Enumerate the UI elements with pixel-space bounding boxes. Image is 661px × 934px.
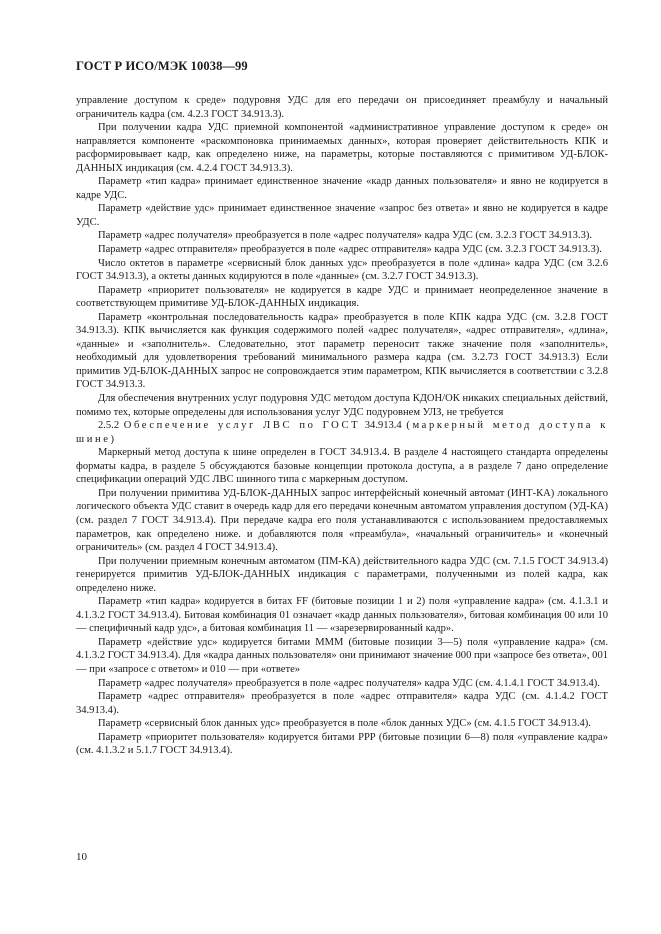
section-gost-ref: 34.913.4 — [364, 420, 402, 432]
paragraph: При получении примитива УД-БЛОК-ДАННЫХ запрос интерфейсный конечный автомат (ИНТ-КА) локального логического объекта УДС ставит в очередь кадр для его передачи конечным автоматом управления доступом (УД-КА) (см. раздел 7 ГОСТ 34.913.4). При передаче кадра его поля устанавливаются с использованием предоставляемых параметров, как определено ниже. и добавляются поля «преамбула», «начальный ограничитель» и «конечный ограничитель» (см. раздел 4 ГОСТ 34.913.4). — [76, 487, 608, 554]
paragraph: Параметр «тип кадра» кодируется в битах FF (битовые позиции 1 и 2) поля «управление кадра» (см. 4.1.3.1 и 4.1.3.2 ГОСТ 34.913.4). Битовая комбинация 01 означает «кадр данных пользователя», битовая комбинация 00 или 10 — специфичный кадр удс», а битовая комбинация 11 — «зарезервированный кадр». — [76, 596, 608, 635]
section-title-part-2: (маркерный метод доступа к шине) — [76, 420, 609, 445]
paragraph: Параметр «тип кадра» принимает единственное значение «кадр данных пользователя» и явно не кодируется в кадре УДС. — [76, 176, 608, 201]
paragraph: Параметр «приоритет пользователя» кодируется битами PPP (битовые позиции 6—8) поля «управление кадра» (см. 4.1.3.2 и 5.1.7 ГОСТ 34.913.4). — [76, 731, 608, 757]
section-number: 2.5.2 — [98, 420, 120, 432]
paragraph: Маркерный метод доступа к шине определен в ГОСТ 34.913.4. В разделе 4 настоящего стандарта определены форматы кадра, в разделе 5 обсуждаются базовые концепции протокола доступа, а в разделе 7 дано определение спецификации операций УДС ЛВС шинного типа с маркерным доступом. — [76, 447, 608, 486]
section-title-part-1: Обеспечение услуг ЛВС по ГОСТ — [123, 420, 361, 432]
paragraph: Параметр «приоритет пользователя» не кодируется в кадре УДС и принимает неопределенное значение в соответствующем примитиве УД-БЛОК-ДАННЫХ индикация. — [76, 284, 608, 310]
paragraph: Параметр «адрес отправителя» преобразуется в поле «адрес отправителя» кадра УДС (см. 3.2.3 ГОСТ 34.913.3). — [98, 244, 602, 256]
paragraph: Для обеспечения внутренних услуг подуровня УДС методом доступа КДОН/ОК никаких специальных действий, помимо тех, которые определены для использования услуг УДС подуровнем УЛЗ, не требуется — [76, 393, 608, 418]
page-body — [76, 94, 608, 758]
paragraph: При получении кадра УДС приемной компонентой «административное управление доступом к среде» он направляется компоненте «раскомпоновка принимаемых данных», которая проверяет действительность КПК и расформировывает кадр, как определено ниже, на параметры, которые поставляются с примитивом УД-БЛОК-ДАННЫХ индикация (см. 4.2.4 ГОСТ 34.913.3). — [76, 122, 608, 174]
section-heading — [76, 419, 608, 446]
paragraph: Параметр «действие удс» принимает единственное значение «запрос без ответа» и явно не кодируется в кадре УДС. — [76, 203, 608, 228]
paragraph: Параметр «адрес получателя» преобразуется в поле «адрес получателя» кадра УДС (см. 4.1.4.1 ГОСТ 34.913.4). — [98, 677, 600, 689]
page-header-title: ГОСТ Р ИСО/МЭК 10038—99 — [76, 59, 248, 73]
paragraph: Число октетов в параметре «сервисный блок данных удс» преобразуется в поле «длина» кадра УДС (см 3.2.6 ГОСТ 34.913.3), а октеты данных кодируются в поле «данные» (см. 3.2.7 ГОСТ 34.913.3). — [76, 257, 608, 283]
paragraph: Параметр «контрольная последовательность кадра» преобразуется в поле КПК кадра УДС (см. 3.2.8 ГОСТ 34.913.3). КПК вычисляется как функция содержимого полей «адрес получателя», «адрес отправителя», «длина», «данные» и «заполнитель». Следовательно, этот параметр переносит также значение поля «заполнитель», необходимый для удовлетворения требований минимального размера кадра (см. 3.2.73 ГОСТ 34.913.3) Если примитив УД-БЛОК-ДАННЫХ запрос не сопровождается этим параметром, КПК вычисляется в соответствии с 3.2.8 ГОСТ 34.913.3. — [76, 311, 608, 391]
paragraph: управление доступом к среде» подуровня УДС для его передачи он присоединяет преамбулу и начальный ограничитель кадра (см. 4.2.3 ГОСТ 34.913.3). — [76, 95, 608, 120]
paragraph: Параметр «действие удс» кодируется битами МММ (битовые позиции 3—5) поля «управление кадра» (см. 4.1.3.2 ГОСТ 34.913.4). Для «кадра данных пользователя» они принимают значение 000 при «запросе без ответа», 001 — при «запросе с ответом» и 010 — при «ответе» — [76, 636, 608, 675]
paragraph: Параметр «адрес получателя» преобразуется в поле «адрес получателя» кадра УДС (см. 3.2.3 ГОСТ 34.913.3). — [98, 230, 592, 242]
paragraph: При получении приемным конечным автоматом (ПМ-КА) действительного кадра УДС (см. 7.1.5 ГОСТ 34.913.4) генерируется примитив УД-БЛОК-ДАННЫХ индикация с параметрами, полученными из полей кадра, как определено ниже. — [76, 555, 608, 594]
paragraph: Параметр «сервисный блок данных удс» преобразуется в поле «блок данных УДС» (см. 4.1.5 ГОСТ 34.913.4). — [98, 718, 591, 730]
page-number: 10 — [76, 851, 87, 863]
paragraph: Параметр «адрес отправителя» преобразуется в поле «адрес отправителя» кадра УДС (см. 4.1.4.2 ГОСТ 34.913.4). — [76, 691, 608, 716]
